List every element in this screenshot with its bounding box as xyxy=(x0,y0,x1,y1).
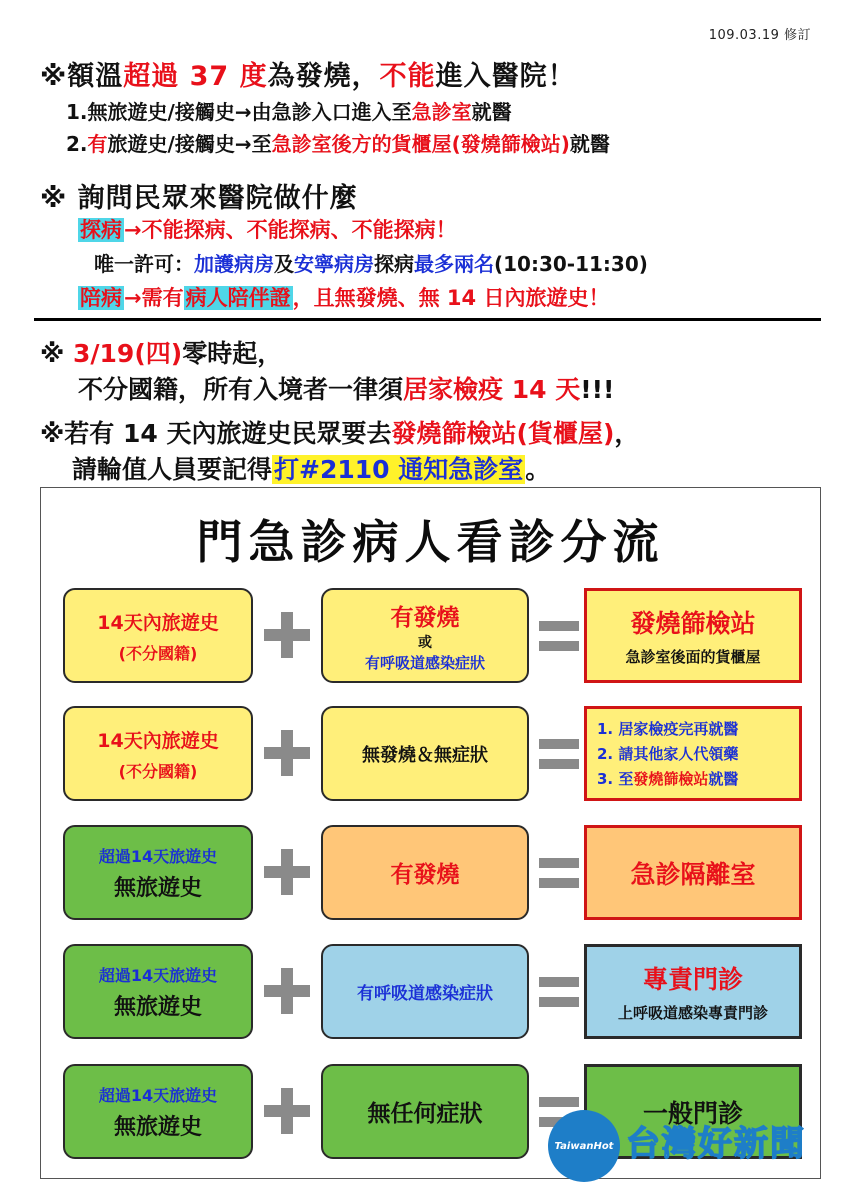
equals-icon xyxy=(539,739,579,769)
text: 1.無旅遊史/接觸史→由急診入口進入至 xyxy=(66,100,412,124)
text: 請輪值人員要記得 xyxy=(72,455,273,484)
text: 就醫 xyxy=(569,132,610,156)
row2-destination-box xyxy=(584,706,802,801)
text: ※額溫 xyxy=(40,61,124,92)
row4-symptom-box xyxy=(321,944,529,1039)
text: 無任何症狀 xyxy=(367,1101,483,1127)
text: 1. 居家檢疫完再就醫 xyxy=(597,720,739,738)
text: 急診室後面的貨櫃屋 xyxy=(625,648,761,666)
row3-symptom-box xyxy=(321,825,529,920)
section-divider xyxy=(34,318,821,321)
row2-symptom-box xyxy=(321,706,529,801)
text: ※ xyxy=(40,339,74,368)
text: 最多兩名 xyxy=(414,252,494,276)
rule-item-1 xyxy=(66,96,512,125)
text: 2. xyxy=(66,132,88,156)
plus-icon xyxy=(264,968,310,1014)
text: 專責門診 xyxy=(642,965,743,994)
text: (10:30-11:30) xyxy=(494,252,648,276)
plus-icon xyxy=(264,730,310,776)
text: ，且無發燒、無 14 日內旅遊史！ xyxy=(292,286,610,310)
triage-flow-panel xyxy=(40,487,821,1179)
text: 無旅遊史 xyxy=(113,875,202,901)
text: 唯一許可： xyxy=(94,252,194,276)
text: 急診室 xyxy=(411,100,472,124)
text: 為發燒， xyxy=(267,61,380,92)
text: 就醫 xyxy=(471,100,512,124)
row4-condition-box xyxy=(63,944,253,1039)
text: 急診隔離室 xyxy=(630,859,756,889)
taiwanhot-logo-icon: TaiwanHot xyxy=(548,1110,620,1182)
visit-exception xyxy=(94,248,648,277)
row3-destination-box xyxy=(584,825,802,920)
text: 無旅遊史 xyxy=(113,994,202,1020)
text: 發燒篩檢站(貨櫃屋) xyxy=(391,419,615,448)
plus-icon xyxy=(264,612,310,658)
ask-purpose-heading: ※ 詢問民眾來醫院做什麼 xyxy=(40,183,358,214)
text: 14天內旅遊史 xyxy=(97,611,219,634)
revision-date: 109.03.19 修訂 xyxy=(708,28,811,43)
text: 急診室後方的貨櫃屋(發燒篩檢站) xyxy=(271,132,570,156)
text: 就醫 xyxy=(708,770,739,788)
text: →需有 xyxy=(124,286,184,310)
text: 有 xyxy=(87,132,108,156)
notify-line xyxy=(72,450,550,486)
text: (不分國籍) xyxy=(118,761,198,781)
text: 及 xyxy=(274,252,294,276)
text: 旅遊史/接觸史→至 xyxy=(107,132,272,156)
row1-symptom-box xyxy=(321,588,529,683)
text: 超過14天旅遊史 xyxy=(98,846,218,866)
text: 打#2110 通知急診室 xyxy=(274,455,524,484)
text: (不分國籍) xyxy=(118,643,198,663)
text: 居家檢疫 14 天 xyxy=(403,375,581,404)
policy-start-line xyxy=(40,334,282,370)
text: ※若有 14 天內旅遊史民眾要去 xyxy=(40,419,392,448)
text: 安寧病房 xyxy=(294,252,374,276)
text: 或 xyxy=(418,634,432,651)
text: 3/19(四) xyxy=(73,339,183,368)
text: 探病 xyxy=(374,252,414,276)
text: 14天內旅遊史 xyxy=(97,729,219,752)
text: 3. 至 xyxy=(597,770,634,788)
text: 。 xyxy=(525,455,551,484)
text: 零時起， xyxy=(182,339,283,368)
text: →不能探病、不能探病、不能探病！ xyxy=(124,218,457,242)
text: 有發燒 xyxy=(390,862,460,888)
text: 有呼吸道感染症狀 xyxy=(357,984,493,1004)
text: 有發燒 xyxy=(390,604,460,631)
accompany-rule xyxy=(78,282,609,312)
text: 上呼吸道感染專責門診 xyxy=(617,1004,768,1022)
row1-condition-box xyxy=(63,588,253,683)
text: 發燒篩檢站 xyxy=(630,609,756,638)
text: 無發燒＆無症狀 xyxy=(362,744,488,766)
row2-condition-box xyxy=(63,706,253,801)
row3-condition-box xyxy=(63,825,253,920)
text: 加護病房 xyxy=(194,252,274,276)
rule-item-2 xyxy=(66,128,610,157)
fever-rule-heading xyxy=(40,54,576,93)
text: 探病 xyxy=(80,218,122,242)
text: 一般門診 xyxy=(642,1098,743,1128)
row1-destination-box xyxy=(584,588,802,683)
plus-icon xyxy=(264,849,310,895)
equals-icon xyxy=(539,621,579,651)
text: 不能 xyxy=(379,61,436,92)
text: 陪病 xyxy=(80,286,122,310)
row5-condition-box xyxy=(63,1064,253,1159)
text: 發燒篩檢站 xyxy=(633,770,709,788)
text: ， xyxy=(614,419,640,448)
text: 無旅遊史 xyxy=(113,1114,202,1140)
text: 2. 請其他家人代領藥 xyxy=(597,745,739,763)
text: !!! xyxy=(580,375,615,404)
text: 不分國籍，所有入境者一律須 xyxy=(78,375,404,404)
text: 有呼吸道感染症狀 xyxy=(364,653,485,672)
panel-title: 門急診病人看診分流 xyxy=(196,515,665,569)
text: 病人陪伴證 xyxy=(185,286,291,310)
text: 進入醫院！ xyxy=(435,61,576,92)
travel-history-line xyxy=(40,414,639,450)
text: 超過14天旅遊史 xyxy=(98,1085,218,1105)
watermark-text: 台灣好新聞 xyxy=(626,1124,806,1164)
text: 超過14天旅遊史 xyxy=(98,965,218,985)
plus-icon xyxy=(264,1088,310,1134)
equals-icon xyxy=(539,858,579,888)
row5-symptom-box xyxy=(321,1064,529,1159)
equals-icon xyxy=(539,977,579,1007)
visit-rule xyxy=(78,214,457,244)
quarantine-line xyxy=(78,370,614,406)
row4-destination-box xyxy=(584,944,802,1039)
text: 超過 37 度 xyxy=(123,61,268,92)
